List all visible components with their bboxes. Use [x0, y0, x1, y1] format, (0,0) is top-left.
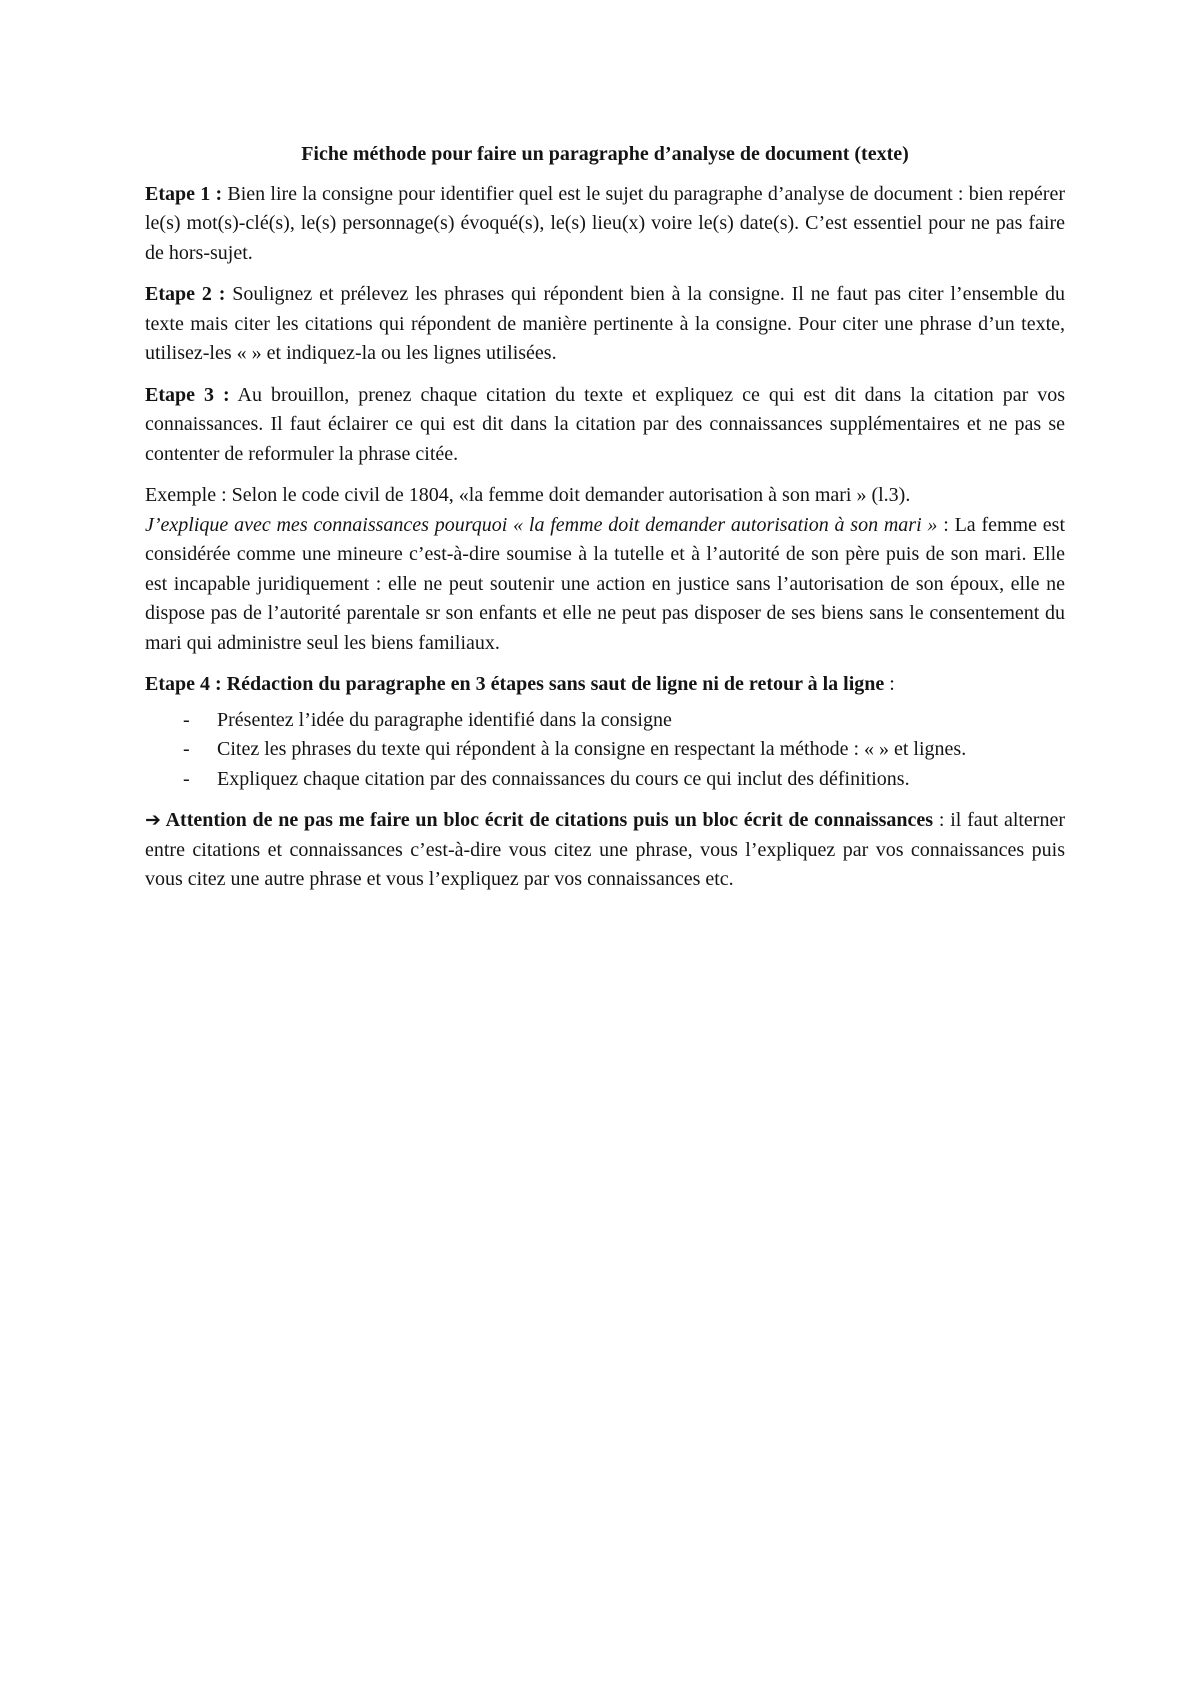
- list-item-text: Citez les phrases du texte qui répondent à la consigne en respectant la méthode : « » et lignes.: [217, 738, 967, 760]
- list-item: [145, 765, 1065, 795]
- list-item: [145, 706, 1065, 736]
- list-item: [145, 735, 1065, 765]
- list-bullet: -: [183, 767, 190, 790]
- warning-bold-text: Attention de ne pas me faire un bloc écrit de citations puis un bloc écrit de connaissances: [160, 809, 934, 831]
- step-3-text: Au brouillon, prenez chaque citation du texte et expliquez ce qui est dit dans la citation par vos connaissances. Il faut éclairer ce qui est dit dans la citation par des connaissances supplémentaires et ne pas se contenter de reformuler la phrase citée.: [145, 383, 1065, 465]
- list-item-text: Expliquez chaque citation par des connaissances du cours ce qui inclut des définitions.: [217, 767, 910, 790]
- step-2-label: Etape 2 :: [145, 283, 226, 305]
- step-3-paragraph: [145, 381, 1065, 470]
- step-2-text: Soulignez et prélevez les phrases qui répondent bien à la consigne. Il ne faut pas citer l’ensemble du texte mais citer les citations qui répondent de manière pertinente à la consigne. Pour citer une phrase d’un texte, utilisez-les « » et indiquez-la ou les lignes utilisées.: [145, 283, 1065, 364]
- list-bullet: -: [183, 708, 190, 731]
- warning-text: : il faut alterner entre citations et connaissances c’est-à-dire vous citez une phrase, vous l’expliquez par vos connaissances puis vous citez une autre phrase et vous l’expliquez par vos connaissances etc.: [145, 809, 1066, 890]
- document-page: [145, 140, 1065, 907]
- step-1-text: Bien lire la consigne pour identifier quel est le sujet du paragraphe d’analyse de document : bien repérer le(s) mot(s)-clé(s), le(s) personnage(s) évoqué(s), le(s) lieu(x) voire le(s) date(s). C’est essentiel pour ne pas faire de hors-sujet.: [145, 182, 1065, 264]
- step-2-paragraph: [145, 280, 1065, 369]
- step-4-label: Etape 4 : Rédaction du paragraphe en 3 étapes sans saut de ligne ni de retour à la ligne: [145, 673, 885, 695]
- step-1-paragraph: [145, 180, 1065, 269]
- example-intro: Exemple : Selon le code civil de 1804, «la femme doit demander autorisation à son mari » (l.3).: [145, 484, 911, 506]
- list-bullet: -: [183, 738, 190, 760]
- step-1-label: Etape 1 :: [145, 182, 223, 205]
- example-paragraph: [145, 481, 1065, 658]
- example-italic: J’explique avec mes connaissances pourquoi « la femme doit demander autorisation à son mari »: [145, 513, 938, 536]
- step-3-label: Etape 3 :: [145, 383, 230, 406]
- warning-paragraph: [145, 806, 1065, 895]
- list-item-text: Présentez l’idée du paragraphe identifié dans la consigne: [217, 708, 672, 731]
- step-4-heading: [145, 670, 1065, 700]
- step-4-colon: :: [884, 673, 895, 695]
- example-rest: : La femme est considérée comme une mineure c’est-à-dire soumise à la tutelle et à l’autorité de son père puis de son mari. Elle est incapable juridiquement : elle ne peut soutenir une action en justice sans l’autorisation de son époux, elle ne dispose pas de l’autorité parentale sr son enfants et elle ne peut pas disposer de ses biens sans le consentement du mari qui administre seul les biens familiaux.: [145, 513, 1065, 654]
- arrow-right-icon: ➔: [145, 809, 161, 831]
- step-4-list: [145, 706, 1065, 795]
- document-title: Fiche méthode pour faire un paragraphe d’analyse de document (texte): [301, 143, 909, 165]
